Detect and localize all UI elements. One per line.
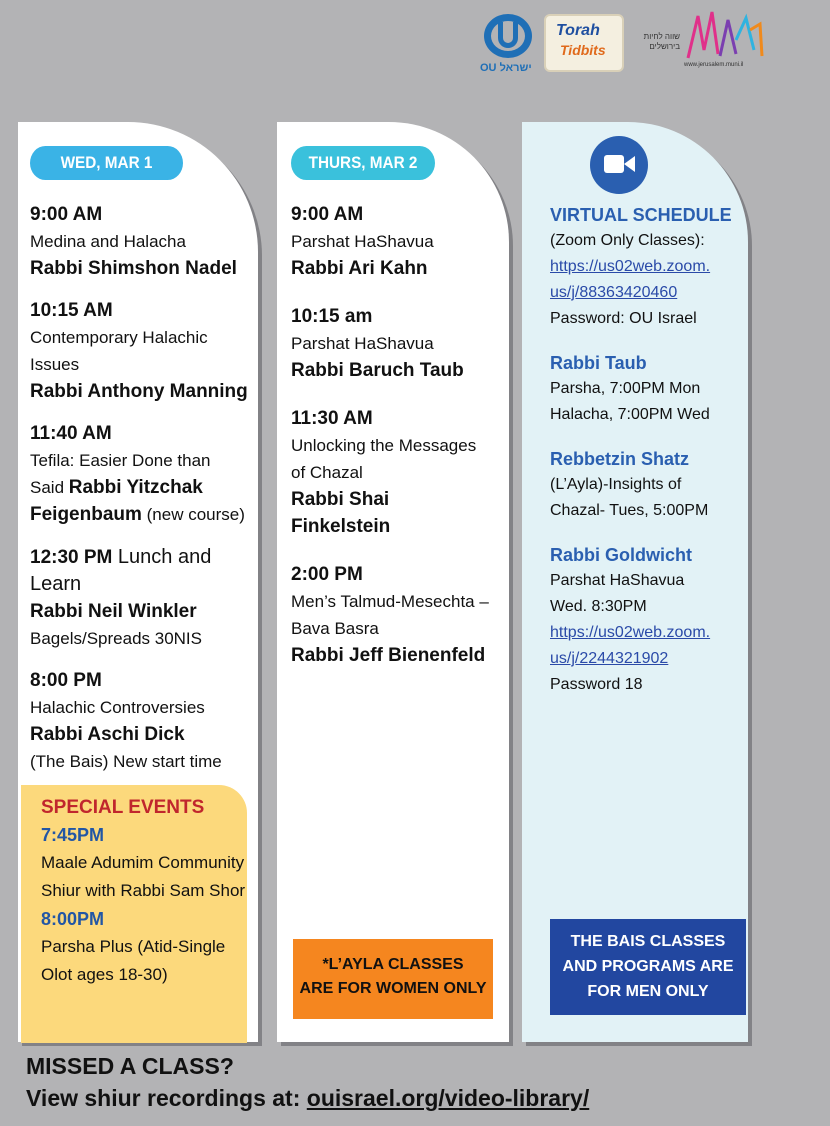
class-teacher: Rabbi Shai [291,489,390,510]
class-entry [30,544,252,652]
virtual-class-time: Parsha, 7:00PM Mon [550,380,701,397]
class-teacher: Rabbi Shimshon Nadel [30,258,237,279]
special-event-desc: Maale Adumim Community [41,853,245,872]
virtual-teacher: Rabbi Goldwicht [550,545,692,565]
camera-lens-shape [624,156,635,172]
special-event-desc: Shiur with Rabbi Sam Shor [41,881,246,900]
notice-line: AND PROGRAMS ARE [562,958,734,975]
notice-line: THE BAIS CLASSES [570,933,726,950]
class-teacher: Rabbi Aschi Dick [30,724,185,745]
virtual-teacher: Rebbetzin Shatz [550,449,690,469]
notice-line: ARE FOR WOMEN ONLY [299,980,487,997]
zoom-password: Password 18 [550,676,643,693]
class-time: 8:00 PM [30,670,102,691]
thursday-panel [277,122,509,1042]
class-topic: Lunch and Learn [30,546,212,595]
class-note: (The Bais) New start time [30,752,222,771]
class-teacher: Rabbi Baruch Taub [291,360,464,381]
torah-logo-text: Torah [556,22,600,39]
class-note: Bagels/Spreads 30NIS [30,629,202,648]
class-topic: Contemporary Halachic [30,328,208,347]
special-event-desc: Parsha Plus (Atid-Single [41,937,226,956]
class-topic: Bava Basra [291,619,379,638]
video-camera-icon [590,136,648,194]
zoom-link[interactable]: us/j/88363420460 [550,284,678,301]
tidbits-logo-text: Tidbits [560,42,606,58]
jerusalem-municipality-logo [640,10,770,74]
virtual-class-time: Chazal- Tues, 5:00PM [550,502,709,519]
class-time: 9:00 AM [30,204,103,225]
recordings-text: View shiur recordings at: [26,1085,307,1111]
zoom-link[interactable]: us/j/2244321902 [550,650,669,667]
class-time: 10:15 am [291,306,373,327]
class-time: 10:15 AM [30,300,113,321]
class-teacher: Finkelstein [291,516,391,537]
class-entry [30,421,252,528]
ou-israel-logo [480,14,536,74]
class-teacher: Feigenbaum [30,504,142,525]
class-entry [291,406,503,540]
thursday-day-label: THURS, MAR 2 [291,146,435,180]
class-topic: Halachic Controversies [30,698,205,717]
class-topic: Medina and Halacha [30,232,186,251]
class-teacher: Rabbi Jeff Bienenfeld [291,645,486,666]
wednesday-schedule [30,202,252,791]
zoom-link[interactable]: https://us02web.zoom. [550,624,711,641]
class-entry [30,668,252,775]
class-entry [30,202,252,282]
class-teacher: Rabbi Anthony Manning [30,381,248,402]
class-topic: Unlocking the Messages [291,436,477,455]
zoom-password: Password: OU Israel [550,310,697,327]
ou-logo-text: OU ישראל [480,62,532,74]
special-event-time: 7:45PM [41,825,105,845]
thursday-schedule [291,202,503,685]
class-note: (new course) [141,505,245,524]
footer [26,1050,589,1114]
video-library-link[interactable]: ouisrael.org/video-library/ [306,1085,590,1111]
bais-classes-notice [550,919,746,1015]
class-topic-line [30,474,252,501]
class-topic: Parshat HaShavua [291,232,434,251]
virtual-class-time: (L’Ayla)-Insights of [550,476,682,493]
special-events-box [21,785,247,1043]
virtual-subheading: (Zoom Only Classes): [550,232,705,249]
class-teacher: Rabbi Yitzchak [68,477,203,498]
womens-classes-notice [293,939,493,1019]
wednesday-day-label: WED, MAR 1 [30,146,183,180]
wednesday-panel [18,122,258,1042]
camera-body-shape [604,155,624,173]
class-time: 2:00 PM [291,564,363,585]
virtual-class [550,446,742,524]
virtual-intro [550,202,742,332]
jerusalem-art-icon [684,10,764,60]
missed-class-heading: MISSED A CLASS? [26,1053,234,1079]
virtual-class-time: Parshat HaShavua [550,572,685,589]
class-entry [291,304,503,384]
class-time: 11:40 AM [30,423,112,444]
jerusalem-logo-text: שווה לחיות בירושלים [643,32,680,51]
class-topic: Parshat HaShavua [291,334,434,353]
virtual-class-time: Halacha, 7:00PM Wed [550,406,710,423]
class-time: 11:30 AM [291,408,373,429]
class-topic: Men’s Talmud-Mesechta – [291,592,489,611]
virtual-class [550,542,742,698]
class-time: 12:30 PM [30,547,113,568]
class-entry [291,202,503,282]
class-teacher: Rabbi Ari Kahn [291,258,428,279]
notice-line: *L’AYLA CLASSES [322,956,464,973]
virtual-class [550,350,742,428]
virtual-schedule-heading: VIRTUAL SCHEDULE [550,205,732,225]
virtual-schedule [550,202,742,716]
special-event-desc: Olot ages 18-30) [41,965,168,984]
logo-bar [480,6,770,76]
notice-line: FOR MEN ONLY [587,983,709,1000]
class-time: 9:00 AM [291,204,364,225]
class-topic: Tefila: Easier Done than [30,451,211,470]
class-teacher-line [30,501,252,528]
zoom-link[interactable]: https://us02web.zoom. [550,258,711,275]
class-topic: of Chazal [291,463,363,482]
class-entry [30,298,252,405]
class-topic: Issues [30,355,80,374]
ou-u-icon [498,22,518,48]
class-teacher: Rabbi Neil Winkler [30,601,197,622]
virtual-teacher: Rabbi Taub [550,353,647,373]
jerusalem-url: www.jerusalem.muni.il [684,62,744,68]
class-topic: Said [30,478,69,497]
virtual-class-time: Wed. 8:30PM [550,598,647,615]
torah-tidbits-logo [544,14,624,72]
class-time-line [30,544,252,598]
virtual-schedule-panel [522,122,748,1042]
recordings-line [26,1082,589,1114]
special-event-time: 8:00PM [41,909,105,929]
class-entry [291,562,503,669]
special-events-title: SPECIAL EVENTS [41,797,205,818]
